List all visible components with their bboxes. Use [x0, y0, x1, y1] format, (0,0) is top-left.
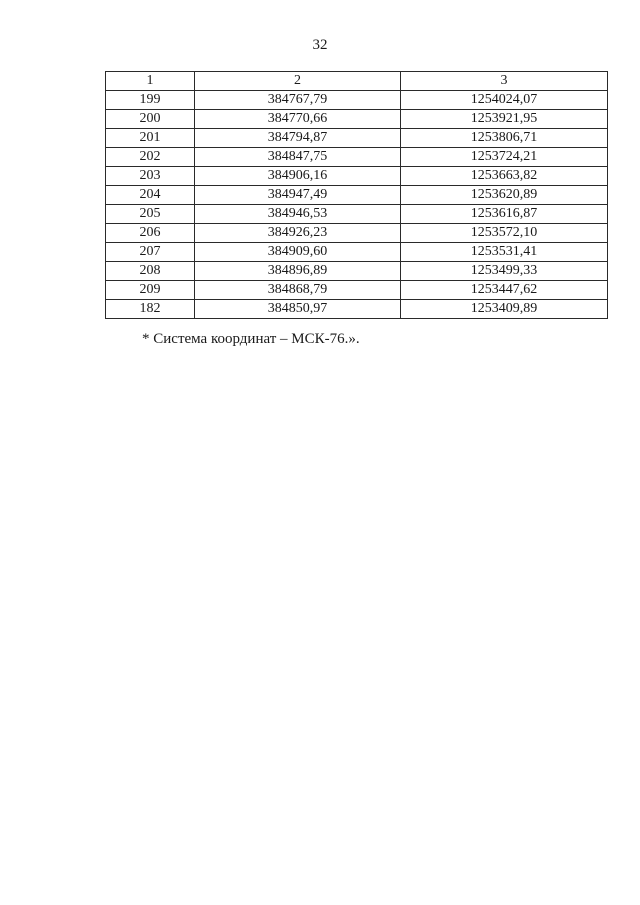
y-coordinate: 1253921,95 — [401, 110, 608, 129]
x-coordinate: 384896,89 — [195, 262, 401, 281]
table-row — [106, 224, 608, 243]
x-coordinate: 384770,66 — [195, 110, 401, 129]
y-coordinate: 1254024,07 — [401, 91, 608, 110]
y-coordinate: 1253806,71 — [401, 129, 608, 148]
y-coordinate: 1253663,82 — [401, 167, 608, 186]
point-number: 200 — [106, 110, 195, 129]
table-row — [106, 281, 608, 300]
point-number: 201 — [106, 129, 195, 148]
point-number: 199 — [106, 91, 195, 110]
y-coordinate: 1253531,41 — [401, 243, 608, 262]
y-coordinate: 1253616,87 — [401, 205, 608, 224]
point-number: 207 — [106, 243, 195, 262]
table-row — [106, 205, 608, 224]
column-header-point: 1 — [106, 72, 195, 91]
y-coordinate: 1253447,62 — [401, 281, 608, 300]
x-coordinate: 384868,79 — [195, 281, 401, 300]
point-number: 182 — [106, 300, 195, 319]
x-coordinate: 384850,97 — [195, 300, 401, 319]
footnote-coordinate-system: * Система координат – МСК-76.». — [142, 331, 360, 347]
page-number: 32 — [312, 37, 328, 53]
x-coordinate: 384946,53 — [195, 205, 401, 224]
x-coordinate: 384847,75 — [195, 148, 401, 167]
table-row — [106, 186, 608, 205]
table-row — [106, 167, 608, 186]
y-coordinate: 1253620,89 — [401, 186, 608, 205]
y-coordinate: 1253572,10 — [401, 224, 608, 243]
x-coordinate: 384767,79 — [195, 91, 401, 110]
table-row — [106, 148, 608, 167]
table-header-row — [106, 72, 608, 91]
column-header-x: 2 — [195, 72, 401, 91]
point-number: 204 — [106, 186, 195, 205]
point-number: 205 — [106, 205, 195, 224]
table-row — [106, 110, 608, 129]
table-row — [106, 91, 608, 110]
y-coordinate: 1253499,33 — [401, 262, 608, 281]
column-header-y: 3 — [401, 72, 608, 91]
table-row — [106, 129, 608, 148]
y-coordinate: 1253724,21 — [401, 148, 608, 167]
x-coordinate: 384794,87 — [195, 129, 401, 148]
table-row — [106, 262, 608, 281]
x-coordinate: 384926,23 — [195, 224, 401, 243]
point-number: 208 — [106, 262, 195, 281]
table-row — [106, 300, 608, 319]
point-number: 202 — [106, 148, 195, 167]
x-coordinate: 384906,16 — [195, 167, 401, 186]
point-number: 203 — [106, 167, 195, 186]
point-number: 209 — [106, 281, 195, 300]
y-coordinate: 1253409,89 — [401, 300, 608, 319]
point-number: 206 — [106, 224, 195, 243]
x-coordinate: 384947,49 — [195, 186, 401, 205]
x-coordinate: 384909,60 — [195, 243, 401, 262]
coordinates-table — [105, 71, 608, 319]
table-row — [106, 243, 608, 262]
